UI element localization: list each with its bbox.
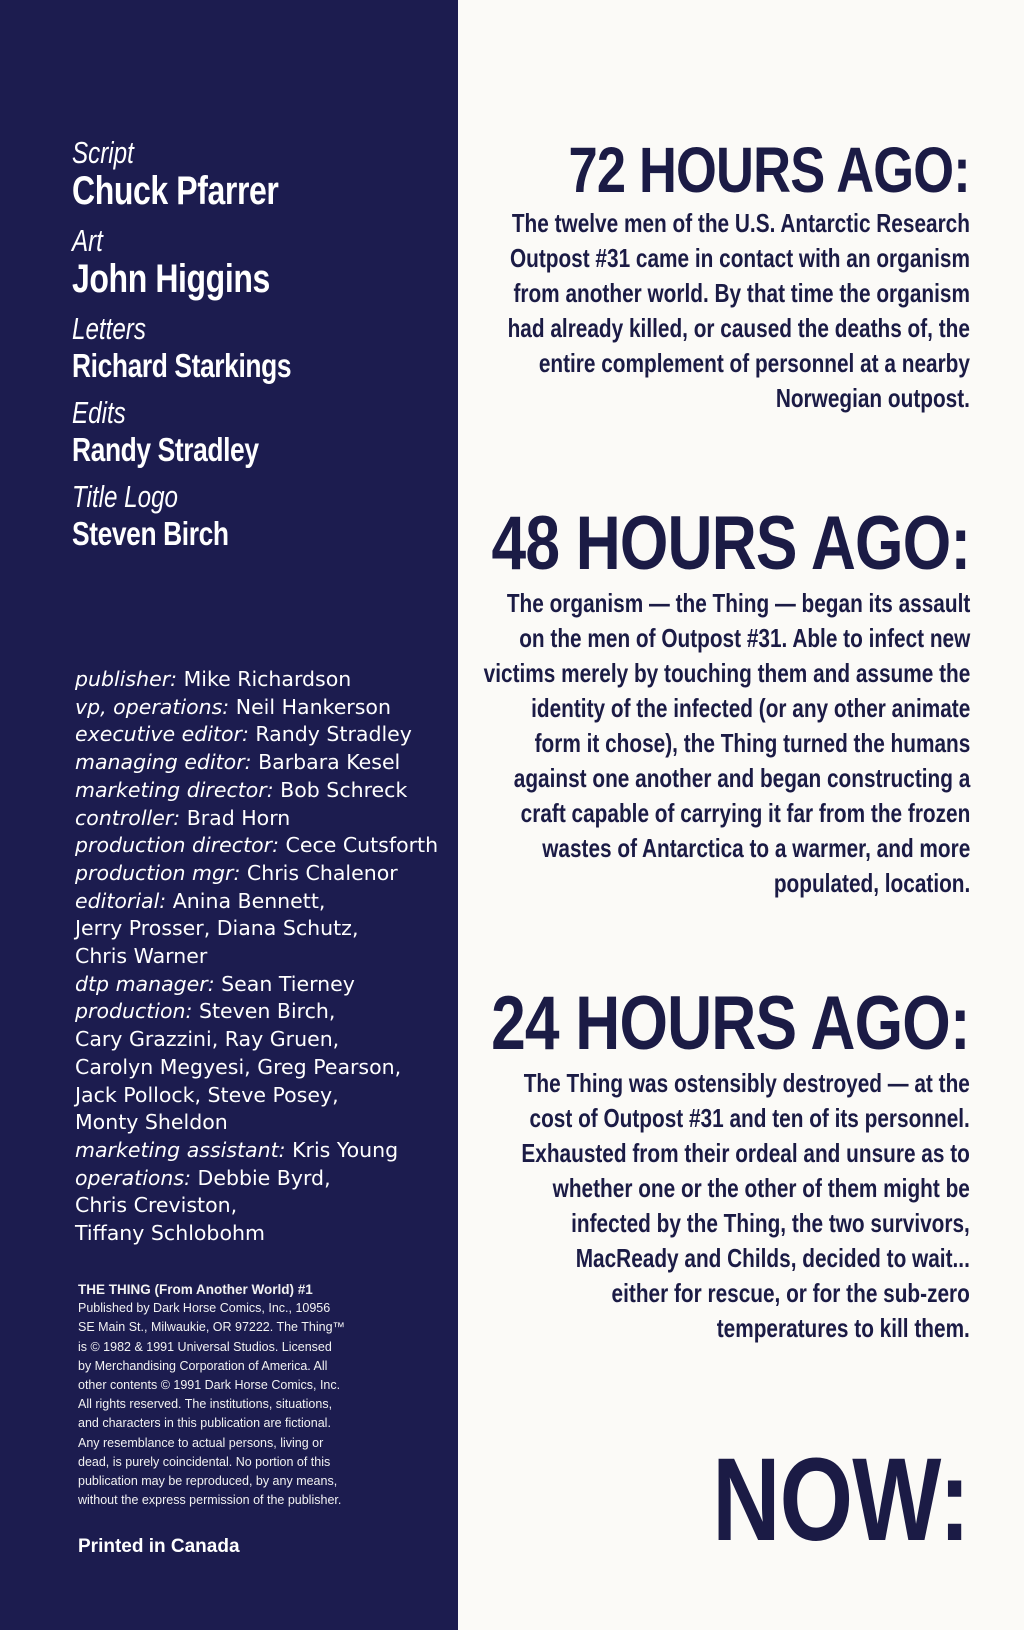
staff-role: controller:: [75, 805, 181, 830]
body-line: MacReady and Childs, decided to wait...: [575, 1243, 970, 1273]
legal-line: is © 1982 & 1991 Universal Studios. Licensed: [78, 1339, 332, 1354]
section-heading: 24 HOURS AGO:: [491, 981, 970, 1066]
credit-role: Script: [72, 135, 134, 170]
body-line: wastes of Antarctica to a warmer, and more: [541, 833, 970, 863]
staff-names: Jack Pollock, Steve Posey,: [75, 1082, 339, 1107]
staff-names: Tiffany Schlobohm: [75, 1221, 265, 1246]
staff-role: executive editor:: [75, 722, 249, 747]
section-heading: 72 HOURS AGO:: [568, 134, 970, 206]
credit-role: Letters: [72, 311, 146, 346]
staff-names: Carolyn Megyesi, Greg Pearson,: [75, 1054, 402, 1079]
body-line: against one another and began constructing a: [513, 763, 970, 793]
section-body: [503, 1066, 970, 1346]
staff-role: publisher:: [75, 667, 178, 691]
section-body: [483, 586, 970, 901]
legal-line: without the express permission of the publisher.: [78, 1493, 342, 1508]
staff-names: Anina Bennett,: [172, 888, 326, 913]
credit-script: [72, 136, 442, 214]
body-line: identity of the infected (or any other animate: [530, 693, 970, 723]
legal-text: [78, 1299, 428, 1510]
legal-line: publication may be reproduced, by any means,: [78, 1474, 338, 1489]
staff-names: Chris Creviston,: [75, 1193, 238, 1218]
printed-in: Printed in Canada: [78, 1536, 240, 1557]
body-line: Outpost #31 came in contact with an organism: [509, 243, 970, 273]
section-heading: 48 HOURS AGO:: [491, 501, 970, 586]
staff-role: managing editor:: [75, 750, 252, 775]
credit-letters: [72, 312, 442, 386]
staff-line: [75, 943, 445, 971]
body-line: entire complement of personnel at a nearby: [538, 348, 970, 378]
staff-role: vp, operations:: [75, 694, 230, 719]
body-line: whether one or the other of them might be: [552, 1173, 970, 1203]
body-line: form it chose), the Thing turned the humans: [534, 728, 970, 758]
body-line: on the men of Outpost #31. Able to infect new: [518, 623, 970, 653]
credit-role: Art: [72, 223, 103, 258]
body-line: Norwegian outpost.: [775, 383, 970, 413]
staff-names: Bob Schreck: [280, 777, 408, 802]
credit-role: Edits: [72, 395, 126, 430]
staff-names: Cary Grazzini, Ray Gruen,: [75, 1027, 340, 1052]
staff-names: Cece Cutsforth: [285, 833, 439, 858]
recap-section-48-hours: [362, 502, 970, 901]
body-line: either for rescue, or for the sub-zero: [611, 1278, 970, 1308]
staff-role: marketing director:: [75, 777, 274, 802]
story-recap-panel: [458, 0, 1024, 1630]
recap-section-now: [648, 1434, 970, 1566]
credit-edits: [72, 396, 442, 470]
body-line: cost of Outpost #31 and ten of its personnel.: [529, 1103, 970, 1133]
staff-line: [75, 915, 445, 943]
creator-credits: [72, 136, 442, 564]
body-line: The Thing was ostensibly destroyed — at the: [523, 1068, 970, 1098]
legal-line: SE Main St., Milwaukie, OR 97222. The Thing™: [78, 1320, 346, 1335]
credit-name: Steven Birch: [72, 515, 229, 552]
body-line: populated, location.: [773, 868, 970, 898]
staff-names: Randy Stradley: [255, 722, 412, 747]
staff-names: Chris Chalenor: [246, 860, 398, 885]
body-line: had already killed, or caused the deaths of, the: [507, 313, 970, 343]
section-heading: NOW:: [712, 1434, 970, 1566]
credit-name: Richard Starkings: [72, 347, 292, 384]
staff-names: Neil Hankerson: [235, 694, 391, 719]
legal-line: other contents © 1991 Dark Horse Comics, Inc.: [78, 1378, 341, 1393]
section-body: [508, 206, 970, 416]
body-line: craft capable of carrying it far from the frozen: [520, 798, 970, 828]
legal-line: dead, is purely coincidental. No portion of this: [78, 1454, 331, 1469]
credit-name: John Higgins: [72, 257, 270, 301]
legal-line: and characters in this publication are fictional.: [78, 1416, 331, 1431]
body-line: The organism — the Thing — began its assault: [506, 588, 970, 618]
staff-names: Chris Warner: [75, 944, 208, 969]
staff-role: dtp manager:: [75, 971, 215, 996]
staff-names: Kris Young: [292, 1137, 399, 1162]
credit-name: Chuck Pfarrer: [72, 169, 279, 213]
credit-art: [72, 224, 442, 302]
staff-names: Sean Tierney: [221, 971, 355, 996]
staff-role: production director:: [75, 833, 279, 858]
body-line: temperatures to kill them.: [716, 1313, 970, 1343]
legal-line: Any resemblance to actual persons, living or: [78, 1435, 324, 1450]
staff-names: Barbara Kesel: [258, 750, 401, 775]
staff-names: Debbie Byrd,: [197, 1165, 331, 1190]
credit-role: Title Logo: [72, 479, 178, 514]
legal-line: by Merchandising Corporation of America. All: [78, 1358, 328, 1373]
staff-names: Monty Sheldon: [75, 1110, 228, 1135]
legal-line: All rights reserved. The institutions, situations,: [78, 1397, 333, 1412]
staff-role: operations:: [75, 1165, 192, 1190]
legal-notice: [78, 1280, 428, 1510]
staff-role: production mgr:: [75, 860, 241, 885]
legal-title: THE THING (From Another World) #1: [78, 1282, 313, 1297]
body-line: Exhausted from their ordeal and unsure as to: [521, 1138, 970, 1168]
staff-names: Jerry Prosser, Diana Schutz,: [75, 916, 359, 941]
staff-names: Brad Horn: [186, 805, 291, 830]
body-line: infected by the Thing, the two survivors,: [571, 1208, 970, 1238]
staff-role: marketing assistant:: [75, 1137, 286, 1162]
legal-line: Published by Dark Horse Comics, Inc., 10956: [78, 1301, 331, 1316]
staff-role: production:: [75, 999, 193, 1024]
recap-section-24-hours: [386, 982, 970, 1346]
staff-names: Steven Birch,: [198, 999, 336, 1024]
body-line: The twelve men of the U.S. Antarctic Research: [511, 208, 970, 238]
staff-role: editorial:: [75, 888, 167, 913]
body-line: victims merely by touching them and assume the: [483, 658, 970, 688]
recap-section-72-hours: [392, 134, 970, 416]
staff-names: Mike Richardson: [183, 667, 352, 691]
credit-name: Randy Stradley: [72, 431, 259, 468]
body-line: from another world. By that time the organism: [513, 278, 970, 308]
